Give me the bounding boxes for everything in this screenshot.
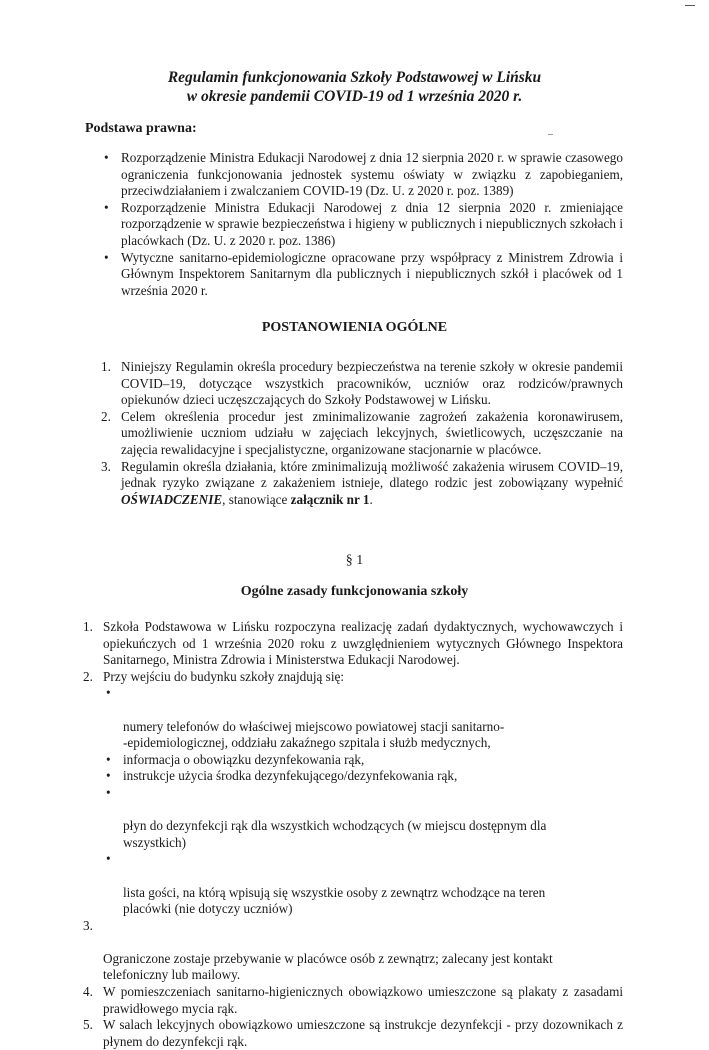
entrance-info-item [106, 784, 578, 851]
title-line-2: w okresie pandemii COVID-19 od 1 września 2020 r. [186, 88, 523, 105]
legal-basis-heading: Podstawa prawna: [85, 121, 197, 136]
general-provision-item [101, 408, 623, 459]
entrance-info-item [106, 851, 578, 917]
entrance-info-text: instrukcje użycia środka dezynfekującego/dezynfekowania rąk, [123, 768, 458, 784]
legal-basis-item-text: Rozporządzenie Ministra Edukacji Narodowej z dnia 12 sierpnia 2020 r. zmieniające rozporządzenie w sprawie bezpieczeństwa i higieny w publicznych i niepublicznych szkołach i placówkach (Dz. U. z 2020 r. poz. 1386) [121, 199, 623, 248]
bullet-icon: • [106, 851, 111, 867]
section-sign: § 1 [345, 553, 364, 568]
entrance-info-text: informacja o obowiązku dezynfekowania rąk, [123, 751, 365, 767]
general-provision-item [101, 359, 623, 409]
entrance-info-text: lista gości, na którą wpisują się wszystkie osoby z zewnątrz wchodzące na teren placówki (nie dotyczy uczniów) [123, 884, 546, 917]
general-provision-text: Niniejszy Regulamin określa procedury bezpieczeństwa na terenie szkoły w okresie pandemii COVID–19, dotyczące wszystkich pracowników, uczniów oraz rodziców/prawnych opiekunów dzieci uczęszczających do Szkoły Podstawowej w Lińsku. [121, 359, 623, 408]
legal-basis-item-text: Rozporządzenie Ministra Edukacji Narodowej z dnia 12 sierpnia 2020 r. w sprawie czasowego ograniczenia funkcjonowania jednostek systemu oświaty w związku z zapobieganiem, przeciwdziałaniem i zwalczaniem COVID-19 (Dz. U. z 2020 r. poz. 1389) [121, 150, 623, 199]
bullet-icon: • [106, 751, 111, 767]
section-1-heading: Ogólne zasady funkcjonowania szkoły [240, 584, 469, 599]
section-1-item-text: W pomieszczeniach sanitarno-higienicznych obowiązkowo umieszczone są plakaty z zasadami prawidłowego mycia rąk. [103, 984, 623, 1016]
scan-speck [548, 134, 553, 135]
item-number: 3. [83, 917, 93, 933]
item-number: 5. [83, 1017, 93, 1033]
section-1-item-text: Przy wejściu do budynku szkoły znajdują się: [103, 668, 344, 684]
general-provisions-list [0, 359, 709, 508]
bullet-icon: • [104, 249, 109, 265]
section-1-item-text: Ograniczone zostaje przebywanie w placówce osób z zewnątrz; zalecany jest kontakt telefoniczny lub mailowy. [103, 950, 553, 983]
legal-basis-list [0, 150, 709, 299]
section-1-item-text: W salach lekcyjnych obowiązkowo umieszczone są instrukcje dezynfekcji - przy dozownikach z płynem do dezynfekcji rąk. [103, 1017, 623, 1049]
general-provision-text: Celem określenia procedur jest zminimalizowanie zagrożeń zakażenia koronawirusem, umożliwienie uczniom udziału w zajęciach lekcyjnych, świetlicowych, uczęszczanie na zajęcia rewalidacyjne i specjalistyczne, organizowane stacjonarnie w placówce. [121, 408, 623, 457]
declaration-emphasis: OŚWIADCZENIE [121, 491, 223, 507]
bullet-icon: • [106, 685, 111, 701]
entrance-info-text: płyn do dezynfekcji rąk dla wszystkich wchodzących (w miejscu dostępnym dla wszystkich) [123, 818, 547, 850]
legal-basis-item [104, 199, 623, 250]
section-1-item [83, 984, 623, 1017]
entrance-info-item [106, 685, 578, 751]
section-1-item [83, 917, 623, 984]
bullet-icon: • [106, 784, 111, 800]
item-number: 2. [83, 668, 93, 684]
entrance-info-text: numery telefonów do właściwej miejscowo powiatowej stacji sanitarno- -epidemiologicznej, oddziału zakaźnego szpitala i służb medycznych, [123, 718, 505, 751]
bullet-icon: • [106, 768, 111, 784]
general-provisions-heading: POSTANOWIENIA OGÓLNE [261, 320, 448, 335]
general-provision-item [101, 458, 623, 509]
document-title [0, 68, 709, 106]
legal-basis-item [104, 150, 623, 200]
general-provision-text-middle: , stanowiące [222, 491, 291, 507]
scan-corner-mark [685, 5, 695, 6]
section-1-item [83, 1017, 623, 1050]
general-provision-text: Regulamin określa działania, które zminimalizują możliwość zakażenia wirusem COVID–19, jednak ryzyko związane z zakażeniem istnieje, dlatego rodzic jest zobowiązany wypełnić [121, 458, 623, 491]
bullet-icon: • [104, 199, 109, 215]
item-number: 4. [83, 984, 93, 1000]
item-number: 1. [83, 619, 93, 634]
entrance-info-item [106, 751, 578, 769]
item-number: 1. [101, 359, 111, 374]
entrance-info-item [106, 768, 578, 785]
legal-basis-item [104, 249, 623, 300]
item-number: 2. [101, 408, 111, 424]
title-line-1: Regulamin funkcjonowania Szkoły Podstawowej w Lińsku [167, 69, 542, 86]
bullet-icon: • [104, 150, 109, 165]
section-1-item [83, 619, 623, 669]
item-number: 3. [101, 458, 111, 474]
section-1-item [83, 668, 623, 918]
attachment-reference: załącznik nr 1 [290, 491, 370, 507]
legal-basis-item-text: Wytyczne sanitarno-epidemiologiczne opracowane przy współpracy z Ministrem Zdrowia i Głównym Inspektorem Sanitarnym dla publicznych i niepublicznych szkół i placówek od 1 września 2020 r. [121, 249, 623, 298]
section-1-item-text: Szkoła Podstawowa w Lińsku rozpoczyna realizację zadań dydaktycznych, wychowawczych i opiekuńczych od 1 września 2020 roku z uwzględnieniem wytycznych Głównego Inspektora Sanitarnego, Ministra Zdrowia i Ministerstwa Edukacji Narodowej. [103, 619, 623, 668]
section-1-list [0, 619, 709, 1050]
general-provision-text-end: . [369, 491, 373, 507]
